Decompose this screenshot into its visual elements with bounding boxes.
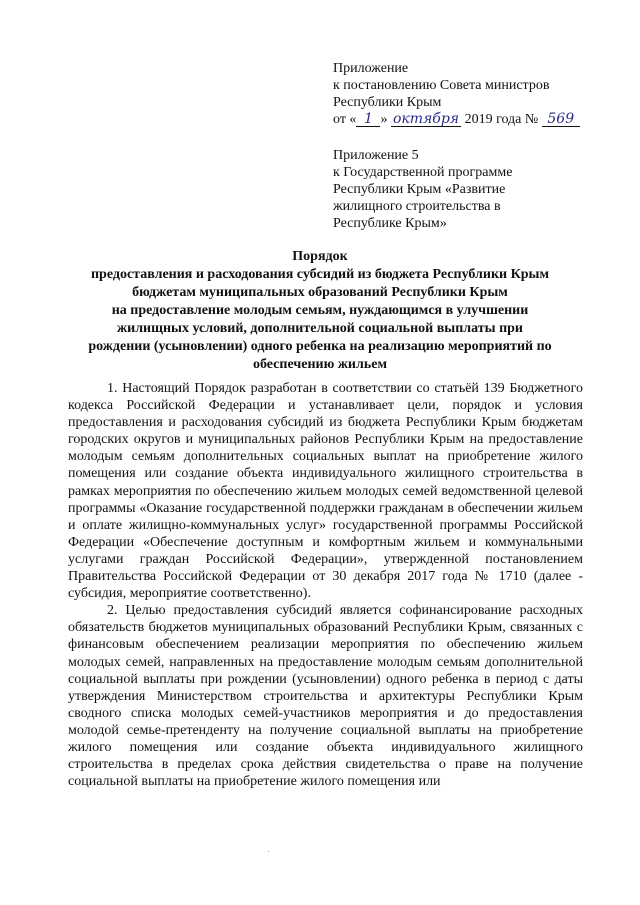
paragraph-1: 1. Настоящий Порядок разработан в соответствии со статьёй 139 Бюджетного кодекса Российской Федерации и устанавливает цели, порядок и условия предоставления и расходования субсидий из бюджета Республики Крым бюджетам городских округов и муниципальных районов Республики Крым на предоставление молодым семьям дополнительных социальных выплат на приобретение жилого помещения или создание объекта индивидуального жилищного строительства в рамках мероприятия по обеспечению жильем молодых семей ведомственной целевой программы «Оказание государственной поддержки гражданам в обеспечении жильем и оплате жилищно-коммунальных услуг» государственной программы Российской Федерации «Обеспечение доступным и комфортным жильем и коммунальными услугами граждан Российской Федерации», утвержденной постановлением Правительства Российской Федерации от 30 декабря 2017 года № 1710 (далее - субсидия, мероприятие соответственно). (68, 381, 583, 602)
title-line-1: Порядок (292, 249, 348, 264)
appendix5-line-3: Республики Крым «Развитие (333, 182, 506, 197)
appendix5-line-4: жилищного строительства в (333, 199, 501, 214)
handwritten-day: 1 (356, 112, 380, 127)
appendix5-line-5: Республике Крым» (333, 216, 447, 231)
title-line-5: жилищных условий, дополнительной социальной выплаты при (116, 321, 523, 336)
title-line-4: на предоставление молодым семьям, нуждающимся в улучшении (111, 303, 529, 318)
date-year: 2019 года № (464, 112, 539, 127)
date-prefix: от « (333, 112, 357, 127)
scan-dot (268, 851, 269, 852)
handwritten-number: 569 (542, 112, 580, 127)
appendix-line-3: Республики Крым (333, 95, 442, 110)
title-line-7: обеспечению жильем (252, 357, 387, 372)
appendix5-line-2: к Государственной программе (333, 165, 513, 180)
document-title (60, 248, 580, 374)
handwritten-month: октября (392, 111, 460, 127)
appendix-header (333, 60, 623, 128)
title-line-6: рождении (усыновлении) одного ребенка на реализацию мероприятий по (88, 339, 552, 354)
document-body (68, 380, 583, 790)
title-line-2: предоставления и расходования субсидий из бюджета Республики Крым (90, 267, 550, 282)
appendix5-header (333, 147, 623, 232)
date-mid: » (380, 112, 388, 127)
appendix5-line-1: Приложение 5 (333, 148, 419, 163)
appendix-date-line (333, 111, 623, 128)
title-line-3: бюджетам муниципальных образований Республики Крым (132, 285, 508, 300)
paragraph-2: 2. Целью предоставления субсидий является софинансирование расходных обязательств бюджетов муниципальных образований Республики Крым, связанных с финансовым обеспечением реализации мероприятия по обеспечению жильем молодых семей, направленных на предоставление молодым семьям дополнительной социальной выплаты при рождении (усыновлении) одного ребенка в период с даты утверждения Министерством строительства и архитектуры Республики Крым сводного списка молодых семей-участников мероприятия и до предоставления молодой семье-претенденту на получение социальной выплаты на приобретение жилого помещения или создание объекта индивидуального жилищного строительства в пределах срока действия свидетельства о праве на получение социальной выплаты на приобретение жилого помещения или (68, 603, 583, 790)
appendix-line-2: к постановлению Совета министров (333, 78, 550, 93)
appendix-line-1: Приложение (333, 61, 409, 76)
